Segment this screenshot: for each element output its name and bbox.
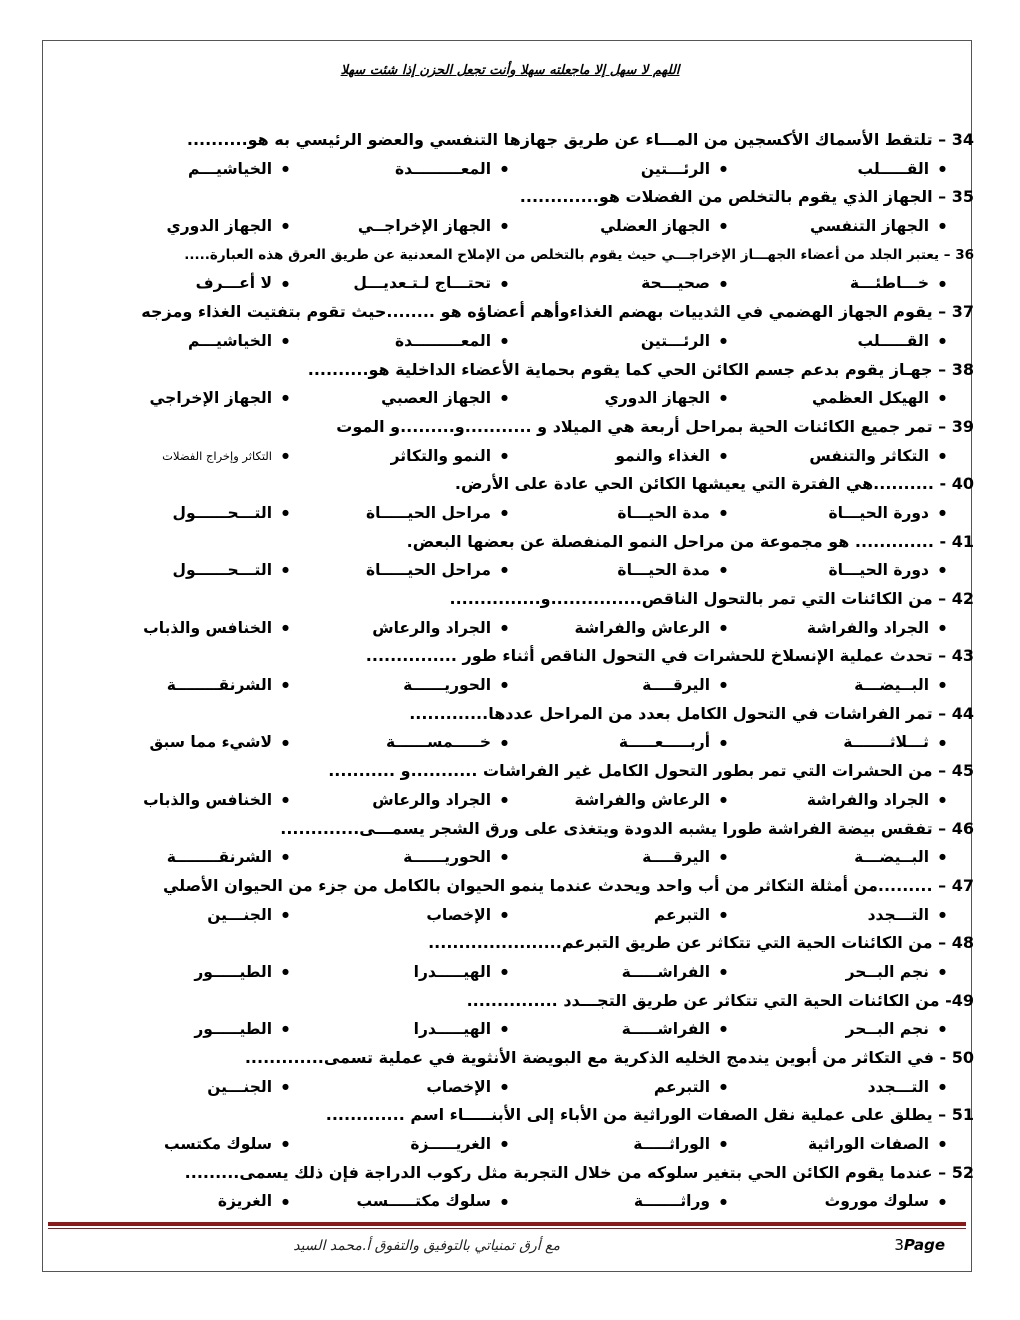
answer-option[interactable]: ● ثـــلاثـــــــة bbox=[727, 728, 946, 757]
answer-option[interactable]: ● الخياشيـــم bbox=[70, 155, 289, 184]
answer-option[interactable]: ● الإخصاب bbox=[289, 1073, 508, 1102]
answer-option[interactable]: ● المعـــــــــدة bbox=[289, 155, 508, 184]
question-text: 42 – من الكائنات التي تمر بالتحول الناقص...............و............... bbox=[449, 589, 974, 608]
answer-option[interactable]: ● الجهاز الدوري bbox=[70, 212, 289, 241]
answer-option[interactable]: ● نجم البــحر bbox=[727, 958, 946, 987]
answer-option[interactable]: ● البــيضـــة bbox=[727, 671, 946, 700]
answer-option[interactable]: ● الخياشيـــم bbox=[70, 327, 289, 356]
answer-option[interactable]: ● الخنافس والذباب bbox=[70, 614, 289, 643]
options-row bbox=[70, 728, 974, 757]
answer-option[interactable]: ● الجنـــين bbox=[70, 1073, 289, 1102]
answer-option[interactable]: ● الطيـــــور bbox=[70, 1015, 289, 1044]
footer-divider-thin bbox=[48, 1228, 966, 1229]
answer-option[interactable]: ● الجهاز الدوري bbox=[508, 384, 727, 413]
options-row bbox=[70, 212, 974, 241]
question-text: 44 – تمر الفراشات في التحول الكامل بعدد من المراحل عددها............. bbox=[409, 703, 974, 723]
answer-option[interactable]: ● الهيكل العظمي bbox=[727, 384, 946, 413]
answer-option[interactable]: ● التبرعم bbox=[508, 1073, 727, 1102]
options-row bbox=[70, 499, 974, 528]
footer-divider bbox=[48, 1222, 966, 1226]
answer-option[interactable]: ● القـــــلب bbox=[727, 327, 946, 356]
answer-option[interactable]: ● خـــاطئـــة bbox=[727, 269, 946, 298]
answer-option[interactable]: ● الطيـــــور bbox=[70, 958, 289, 987]
answer-option[interactable]: ● مراحل الحيـــــاة bbox=[289, 556, 508, 585]
answer-option[interactable]: ● لا أعـــرف bbox=[70, 269, 289, 298]
options-row bbox=[70, 327, 974, 356]
answer-option[interactable]: ● سلوك مكتسب bbox=[70, 1130, 289, 1159]
answer-option[interactable]: ● الوراثـــــة bbox=[508, 1130, 727, 1159]
options-row bbox=[70, 1073, 974, 1102]
answer-option[interactable]: ● الرئـــتين bbox=[508, 327, 727, 356]
question-text: 38 – جهـاز يقوم بدعم جسم الكائن الحي كما يقوم بحماية الأعضاء الداخلية هو.......... bbox=[307, 359, 974, 379]
answer-option[interactable]: ● التـــجدد bbox=[727, 1073, 946, 1102]
question-text: 48 – من الكائنات الحية التي تتكاثر عن طريق التبرعم...................... bbox=[428, 933, 974, 953]
question-text: 49- من الكائنات الحية التي تتكاثر عن طريق التجـــدد ............... bbox=[466, 990, 974, 1010]
answer-option[interactable]: ● مدة الحيـــاة bbox=[508, 499, 727, 528]
page-label: Page bbox=[903, 1236, 945, 1254]
options-row bbox=[70, 901, 974, 930]
answer-option[interactable]: ● الجراد والرعاش bbox=[289, 786, 508, 815]
answer-option[interactable]: ● الجهاز الإخراجي bbox=[70, 384, 289, 413]
answer-option[interactable]: ● الجهاز التنفسي bbox=[727, 212, 946, 241]
answer-option[interactable]: ● الهيـــــدرا bbox=[289, 958, 508, 987]
options-row bbox=[70, 786, 974, 815]
options-row bbox=[70, 1187, 974, 1216]
answer-option[interactable]: ● القـــــلب bbox=[727, 155, 946, 184]
answer-option[interactable]: ● نجم البــحر bbox=[727, 1015, 946, 1044]
question-text: 35 – الجهاز الذي يقوم بالتخلص من الفضلات هو............. bbox=[519, 187, 974, 207]
answer-option[interactable]: ● دورة الحيـــاة bbox=[727, 556, 946, 585]
answer-option[interactable]: ● الرعاش والفراشة bbox=[508, 614, 727, 643]
footer-signature: مع أرق تمنياتي بالتوفيق والتفوق أ.محمد السيد bbox=[293, 1238, 560, 1254]
question-text: 36 – يعتبر الجلد من أعضاء الجهـــاز الإخراجـــي حيث يقوم بالتخلص من الإملاح المعدنية عن طريق العرق هذه العبارة..... bbox=[184, 246, 974, 263]
answer-option[interactable]: ● خـــــمســــــة bbox=[289, 728, 508, 757]
options-row bbox=[70, 384, 974, 413]
answer-option[interactable]: ● الجراد والفراشة bbox=[727, 614, 946, 643]
page-number bbox=[886, 1236, 945, 1254]
answer-option[interactable]: ● الجراد والرعاش bbox=[289, 614, 508, 643]
questions-list bbox=[70, 126, 974, 1216]
question-text: 45 – من الحشرات التي تمر بطور التحول الكامل غير الفراشات ...........و ........... bbox=[328, 761, 974, 781]
answer-option[interactable]: ● الشرنقــــــــة bbox=[70, 671, 289, 700]
answer-option[interactable]: ● التكاثر والتنفس bbox=[727, 442, 946, 471]
answer-option[interactable]: ● وراثـــــــة bbox=[508, 1187, 727, 1216]
answer-option[interactable]: ● الرعاش والفراشة bbox=[508, 786, 727, 815]
options-row bbox=[70, 556, 974, 585]
options-row bbox=[70, 269, 974, 298]
question-text: 47 – .........من أمثلة التكاثر من أب واحد ويحدث عندما ينمو الحيوان بالكامل من جزء من الحيوان الأصلي bbox=[162, 875, 974, 895]
options-row bbox=[70, 671, 974, 700]
answer-option[interactable]: ● مراحل الحيـــــاة bbox=[289, 499, 508, 528]
options-row bbox=[70, 442, 974, 471]
answer-option[interactable]: ● أربـــــعـــــة bbox=[508, 728, 727, 757]
answer-option[interactable]: ● التبرعم bbox=[508, 901, 727, 930]
question-text: 43 – تحدث عملية الإنسلاخ للحشرات في التحول الناقص أثناء طور ............... bbox=[365, 646, 974, 666]
answer-option[interactable]: ● الخنافس والذباب bbox=[70, 786, 289, 815]
answer-option[interactable]: ● البــيضـــة bbox=[727, 843, 946, 872]
answer-option[interactable]: ● المعـــــــــدة bbox=[289, 327, 508, 356]
answer-option[interactable]: ● الجهاز العضلي bbox=[508, 212, 727, 241]
answer-option[interactable]: ● الرئـــتين bbox=[508, 155, 727, 184]
page-header: اللهم لا سهل إلا ماجعلته سهلا وأنت تجعل الحزن إذا شئت سهلا bbox=[340, 63, 680, 78]
answer-option[interactable]: ● التـــحــــــول bbox=[70, 499, 289, 528]
options-row bbox=[70, 958, 974, 987]
answer-option[interactable]: ● مدة الحيـــاة bbox=[508, 556, 727, 585]
answer-option[interactable]: ● الغذاء والنمو bbox=[508, 442, 727, 471]
answer-option[interactable]: ● الصفات الوراثية bbox=[727, 1130, 946, 1159]
answer-option[interactable]: ● الغريزة bbox=[70, 1187, 289, 1216]
answer-option[interactable]: ● التـــجدد bbox=[727, 901, 946, 930]
options-row bbox=[70, 843, 974, 872]
answer-option[interactable]: ● الفراشـــــة bbox=[508, 1015, 727, 1044]
answer-option[interactable]: ● الفراشـــــة bbox=[508, 958, 727, 987]
answer-option[interactable]: ● التكاثر وإخراج الفضلات bbox=[70, 442, 289, 471]
question-text: 37 – يقوم الجهاز الهضمي في الثدييات بهضم الغذاءوأهم أعضاؤه هو ........حيث تقوم بتفتيت الغذاء ومزجه bbox=[141, 302, 974, 322]
answer-option[interactable]: ● التـــحــــــول bbox=[70, 556, 289, 585]
answer-option[interactable]: ● النمو والتكاثر bbox=[289, 442, 508, 471]
answer-option[interactable]: ● الإخصاب bbox=[289, 901, 508, 930]
answer-option[interactable]: ● الحوريــــــة bbox=[289, 671, 508, 700]
answer-option[interactable]: ● الشرنقــــــــة bbox=[70, 843, 289, 872]
options-row bbox=[70, 155, 974, 184]
question-text: 51 – يطلق على عملية نقل الصفات الوراثية من الأباء إلى الأبنـــــاء اسم ............. bbox=[325, 1105, 974, 1125]
answer-option[interactable]: ● الغريـــــزة bbox=[289, 1130, 508, 1159]
answer-option[interactable]: ● اليرقــــة bbox=[508, 843, 727, 872]
answer-option[interactable]: ● لاشيء مما سبق bbox=[70, 728, 289, 757]
question-text: 50 - في التكاثر من أبوين يندمج الخليه الذكرية مع البويضة الأنثوية في عملية تسمى............. bbox=[244, 1048, 974, 1067]
answer-option[interactable]: ● الحوريــــــة bbox=[289, 843, 508, 872]
answer-option[interactable]: ● سلوك مكتـــــسب bbox=[289, 1187, 508, 1216]
page-number-value: 3 bbox=[894, 1236, 904, 1254]
question-text: 46 – تفقس بيضة الفراشة طورا يشبه الدودة ويتغذى على ورق الشجر يسمـــى............. bbox=[280, 818, 974, 838]
question-text: 52 – عندما يقوم الكائن الحي بتغير سلوكه من خلال التجربة مثل ركوب الدراجة فإن ذلك يسمى......... bbox=[184, 1162, 974, 1182]
question-text: 41 - ............. هو مجموعة من مراحل النمو المنفصلة عن بعضها البعض. bbox=[406, 531, 974, 551]
answer-option[interactable]: ● الجهاز العصبي bbox=[289, 384, 508, 413]
answer-option[interactable]: ● دورة الحيـــاة bbox=[727, 499, 946, 528]
answer-option[interactable]: ● سلوك موروث bbox=[727, 1187, 946, 1216]
answer-option[interactable]: ● الهيـــــدرا bbox=[289, 1015, 508, 1044]
question-text: 34 – تلتقط الأسماك الأكسجين من المـــاء عن طريق جهازها التنفسي والعضو الرئيسي به هو.......... bbox=[186, 130, 974, 149]
answer-option[interactable]: ● صحيـــحة bbox=[508, 269, 727, 298]
options-row bbox=[70, 1015, 974, 1044]
answer-option[interactable]: ● تحتـــاج لـتـعديـــل bbox=[289, 269, 508, 298]
options-row bbox=[70, 1130, 974, 1159]
question-text: 39 – تمر جميع الكائنات الحية بمراحل أربعة هي الميلاد و ...........و.........و الموت bbox=[336, 416, 974, 436]
answer-option[interactable]: ● الجنـــين bbox=[70, 901, 289, 930]
question-text: 40 - ..........هي الفترة التي يعيشها الكائن الحي عادة على الأرض. bbox=[454, 474, 974, 494]
answer-option[interactable]: ● اليرقــــة bbox=[508, 671, 727, 700]
options-row bbox=[70, 614, 974, 643]
answer-option[interactable]: ● الجهاز الإخراجــي bbox=[289, 212, 508, 241]
answer-option[interactable]: ● الجراد والفراشة bbox=[727, 786, 946, 815]
